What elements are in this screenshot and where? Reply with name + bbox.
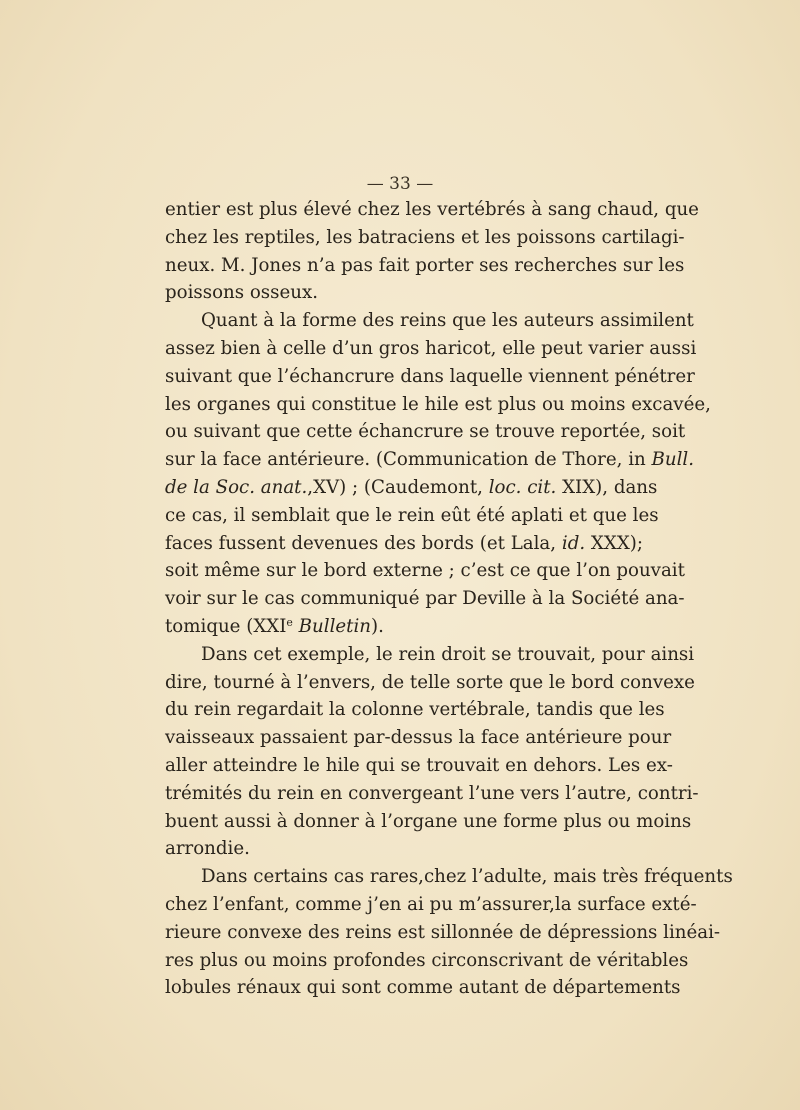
italic-bull: Bull. <box>651 449 695 471</box>
text-line: trémités du rein en convergeant l’une vers l’autre, contri- <box>165 782 699 804</box>
text-line: les organes qui constitue le hile est plus ou moins excavée, <box>165 393 711 415</box>
text-line: dire, tourné à l’envers, de telle sorte que le bord convexe <box>165 671 695 693</box>
text-line: res plus ou moins profondes circonscrivant de véritables <box>165 949 689 971</box>
text-line: assez bien à celle d’un gros haricot, elle peut varier aussi <box>165 337 697 359</box>
italic-loccit: loc. cit. <box>488 476 557 498</box>
text-line: chez l’enfant, comme j’en ai pu m’assurer,la surface exté- <box>165 893 697 915</box>
text-line-italic: faces fussent devenues des bords (et Lala, id. XXX); <box>165 532 643 554</box>
text-line: poissons osseux. <box>165 282 318 304</box>
text-line-italic: tomique (XXIe Bulletin). <box>165 615 384 637</box>
text-line: neux. M. Jones n’a pas fait porter ses recherches sur les <box>165 254 685 276</box>
text-line: vaisseaux passaient par-dessus la face antérieure pour <box>165 727 672 749</box>
paragraph-2 <box>165 307 711 641</box>
text-line: ou suivant que cette échancrure se trouve reportée, soit <box>165 421 686 443</box>
text-line: entier est plus élevé chez les vertébrés à sang chaud, que <box>165 199 699 220</box>
text-line: rieure convexe des reins est sillonnée de dépressions linéai- <box>165 921 721 943</box>
paragraph-3 <box>165 641 699 863</box>
text-line: chez les reptiles, les batraciens et les poissons cartilagi- <box>165 226 685 248</box>
text-line: Quant à la forme des reins que les auteurs assimilent <box>201 310 694 332</box>
page-number: — 33 — <box>366 174 434 194</box>
text-line: Dans certains cas rares,chez l’adulte, mais très fréquents <box>201 866 733 888</box>
text-line: aller atteindre le hile qui se trouvait en dehors. Les ex- <box>165 754 673 776</box>
italic-id: id. <box>561 532 586 554</box>
text-line: ce cas, il semblait que le rein eût été aplati et que les <box>165 504 659 526</box>
text-line: voir sur le cas communiqué par Deville à la Société ana- <box>165 588 685 610</box>
text-line: Dans cet exemple, le rein droit se trouvait, pour ainsi <box>201 643 695 665</box>
text-line: buent aussi à donner à l’organe une forme plus ou moins <box>165 810 692 832</box>
italic-soc: de la Soc. anat. <box>165 476 308 498</box>
text-line: soit même sur le bord externe ; c’est ce que l’on pouvait <box>165 560 685 582</box>
text-line-italic: sur la face antérieure. (Communication de Thore, in Bull. <box>165 449 695 471</box>
body-text <box>165 196 733 1002</box>
text-line: lobules rénaux qui sont comme autant de départements <box>165 977 681 999</box>
text-line: suivant que l’échancrure dans laquelle viennent pénétrer <box>165 365 695 387</box>
paragraph-1 <box>165 196 699 307</box>
text-line: du rein regardait la colonne vertébrale, tandis que les <box>165 699 665 721</box>
italic-bulletin: Bulletin <box>298 615 371 637</box>
paragraph-4 <box>165 863 733 1002</box>
text-line-italic: de la Soc. anat.,XV) ; (Caudemont, loc. cit. XIX), dans <box>165 476 658 498</box>
text-line: arrondie. <box>165 838 250 860</box>
